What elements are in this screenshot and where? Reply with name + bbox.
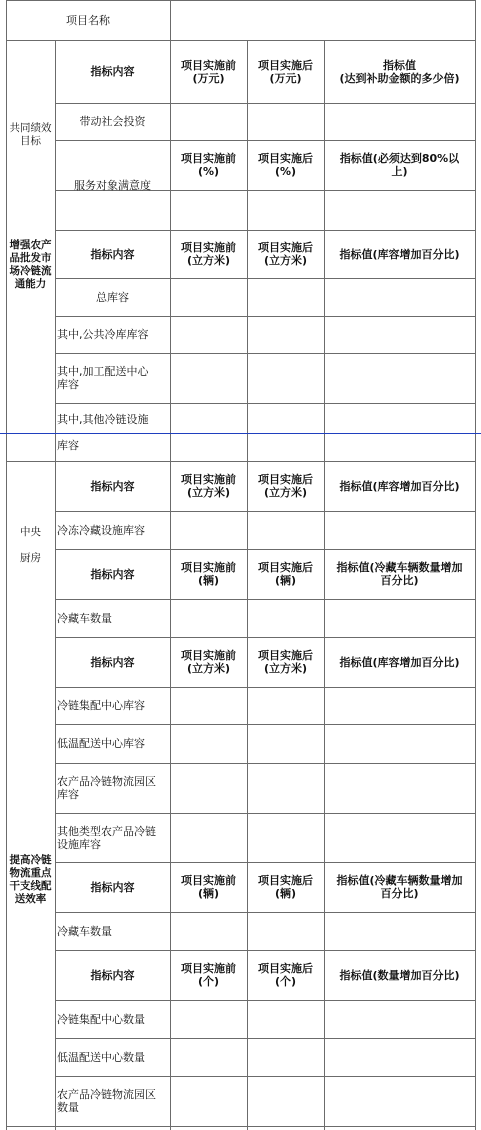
hdr4-before: 项目实施前 (立方米) [181, 473, 236, 499]
row-park-capacity: 农产品冷链物流园区 库容 [57, 775, 156, 801]
hdr6-indicator: 指标内容 [90, 655, 135, 669]
row-lowtemp-capacity: 低温配送中心库容 [57, 737, 145, 750]
grid-line [6, 461, 55, 462]
hdr1-indicator: 指标内容 [90, 65, 135, 78]
hdr6-value: 指标值(库容增加百分比) [339, 655, 460, 669]
hdr7-indicator: 指标内容 [90, 880, 135, 894]
grid-line [475, 0, 476, 1130]
row-service-satisfaction: 服务对象满意度 [74, 178, 151, 192]
row-reefer-count-1: 冷藏车数量 [57, 611, 112, 625]
hdr2-before: 项目实施前 (%) [181, 152, 236, 178]
hdr8-indicator: 指标内容 [90, 968, 135, 982]
project-name-label: 项目名称 [66, 13, 110, 27]
hdr8-before: 项目实施前 (个) [181, 962, 236, 988]
hdr5-after: 项目实施后 (辆) [258, 561, 313, 587]
hdr2-after: 项目实施后 (%) [258, 152, 313, 178]
hdr6-after: 项目实施后 (立方米) [258, 649, 313, 675]
hdr7-after: 项目实施后 (辆) [258, 874, 313, 900]
row-processing-center: 其中,加工配送中心 库容 [57, 365, 149, 391]
hdr7-before: 项目实施前 (辆) [181, 874, 236, 900]
hdr1-value: 指标值 (达到补助金额的多少倍) [339, 58, 460, 85]
row-lowtemp-count: 低温配送中心数量 [57, 1050, 145, 1064]
hdr7-value: 指标值(冷藏车辆数量增加 百分比) [336, 874, 463, 900]
section-trunk-lines: 提高冷链 物流重点 干支线配 送效率 [9, 854, 52, 905]
hdr3-value: 指标值(库容增加百分比) [339, 247, 460, 261]
section-common-performance: 共同绩效 目标 [9, 122, 52, 147]
hdr3-after: 项目实施后 (立方米) [258, 241, 313, 267]
row-reefer-count-2: 冷藏车数量 [57, 924, 112, 938]
hdr4-value: 指标值(库容增加百分比) [339, 479, 460, 493]
row-public-cold-storage: 其中,公共冷库库容 [57, 328, 149, 341]
hdr8-after: 项目实施后 (个) [258, 962, 313, 988]
row-park-count: 农产品冷链物流园区 数量 [57, 1088, 156, 1114]
page-guide-line [0, 433, 481, 434]
hdr4-indicator: 指标内容 [90, 479, 135, 493]
hdr2-value: 指标值(必须达到80%以 上) [339, 152, 460, 178]
row-frozen-storage: 冷冻冷藏设施库容 [57, 523, 145, 537]
grid-line [6, 1126, 55, 1127]
row-cc-hub-count: 冷链集配中心数量 [57, 1012, 145, 1026]
row-other-cold-chain: 其中,其他冷链设施 库容 [57, 412, 149, 452]
hdr6-before: 项目实施前 (立方米) [181, 649, 236, 675]
hdr1-after: 项目实施后 (万元) [258, 58, 313, 85]
hdr1-before: 项目实施前 (万元) [181, 58, 236, 85]
section-central-kitchen: 中央 厨房 [20, 525, 41, 564]
hdr5-indicator: 指标内容 [90, 567, 135, 581]
row-other-capacity: 其他类型农产品冷链 设施库容 [57, 824, 156, 851]
row-social-investment: 带动社会投资 [79, 115, 146, 128]
hdr3-indicator: 指标内容 [90, 247, 135, 261]
hdr5-before: 项目实施前 (辆) [181, 561, 236, 587]
section-wholesale-market: 增强农产 品批发市 场冷链流 通能力 [9, 239, 52, 290]
hdr5-value: 指标值(冷藏车辆数量增加 百分比) [336, 561, 463, 587]
row-total-capacity: 总库容 [96, 290, 129, 304]
hdr8-value: 指标值(数量增加百分比) [339, 968, 460, 982]
hdr4-after: 项目实施后 (立方米) [258, 473, 313, 499]
hdr3-before: 项目实施前 (立方米) [181, 241, 236, 267]
grid-line [55, 1126, 475, 1127]
row-cc-hub-capacity: 冷链集配中心库容 [57, 699, 145, 712]
